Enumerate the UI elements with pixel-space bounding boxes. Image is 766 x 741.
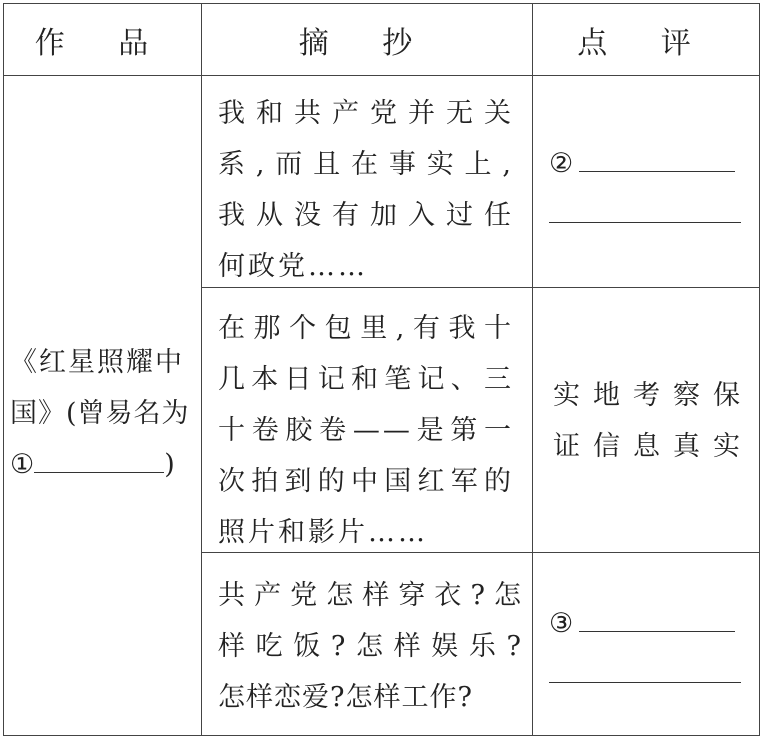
comment-row-3 (549, 598, 749, 700)
excerpt-line: 照片和影片…… (218, 517, 428, 548)
circle-number-2: ② (549, 148, 574, 179)
excerpt-line: 何政党…… (218, 251, 368, 282)
work-title-cell (10, 337, 196, 490)
comment-line: 证信息真实 (553, 431, 743, 462)
excerpt-line: 十卷胶卷——是第一 (218, 415, 514, 446)
header-excerpt: 摘 抄 (298, 25, 435, 61)
work-title-line: 《红星照耀中 (10, 347, 184, 378)
answer-blank-1 (10, 439, 196, 490)
work-title-line: 国》(曾易名为 (10, 398, 190, 429)
excerpt-row-2 (218, 303, 514, 558)
excerpt-line: 次拍到的中国红军的 (218, 466, 514, 497)
excerpt-line: 我从没有加入过任 (218, 200, 514, 231)
excerpt-line: 在那个包里,有我十 (218, 313, 514, 344)
excerpt-line: 样吃饭?怎样娱乐? (218, 631, 522, 662)
excerpt-line: 系,而且在事实上, (218, 149, 514, 180)
circle-number-1: ① (10, 449, 35, 480)
comment-row-1 (549, 138, 749, 240)
excerpt-line: 怎样恋爱?怎样工作? (218, 682, 473, 713)
header-divider (4, 75, 759, 76)
review-table (3, 3, 760, 736)
fill-in-blank[interactable] (579, 631, 735, 632)
comment-row-2 (553, 370, 743, 472)
column-divider (532, 4, 533, 735)
excerpt-line: 几本日记和笔记、三 (218, 364, 514, 395)
excerpt-line: 我和共产党并无关 (218, 98, 514, 129)
header-work: 作 品 (34, 25, 171, 61)
comment-line: 实地考察保 (553, 380, 743, 411)
excerpt-row-3 (218, 570, 522, 723)
fill-in-blank[interactable] (579, 171, 735, 172)
fill-in-blank[interactable] (549, 222, 741, 223)
header-comment: 点 评 (577, 25, 713, 61)
excerpt-line: 共产党怎样穿衣?怎 (218, 580, 522, 611)
fill-in-blank[interactable] (549, 682, 741, 683)
close-paren: ) (164, 449, 175, 480)
circle-number-3: ③ (549, 608, 574, 639)
column-divider (201, 4, 202, 735)
fill-in-blank[interactable] (34, 472, 164, 473)
excerpt-row-1 (218, 88, 514, 292)
